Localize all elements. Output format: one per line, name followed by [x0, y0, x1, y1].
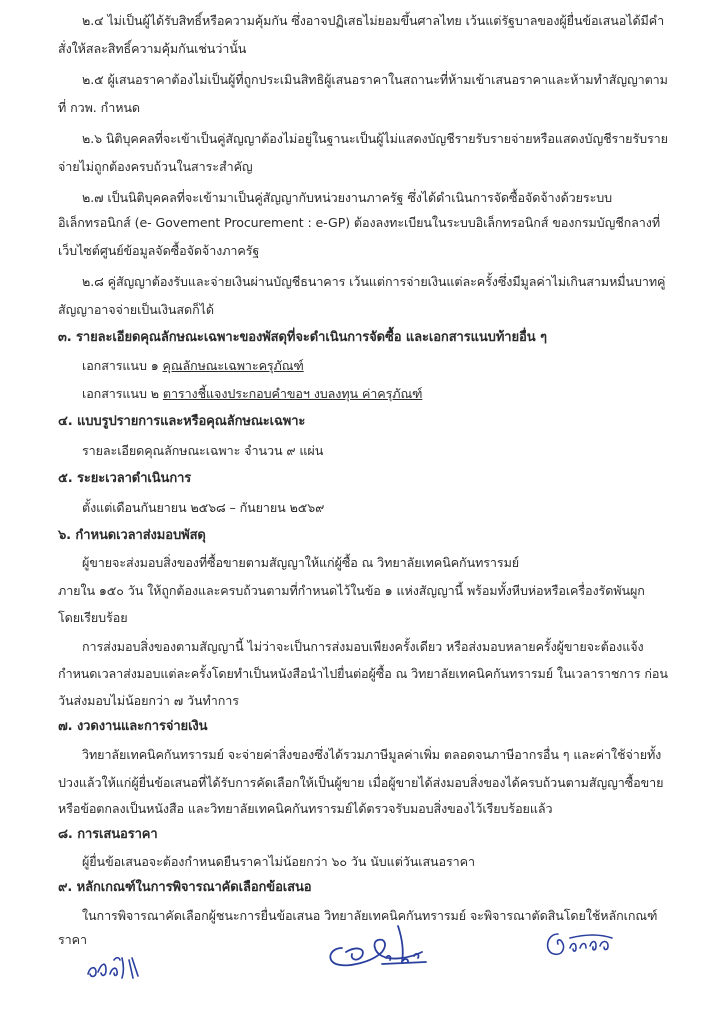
handwritten-signature-right — [540, 924, 620, 964]
section-4-heading: ๔. แบบรูปรายการและหรือคุณลักษณะเฉพาะ — [58, 414, 306, 429]
clause-2-5-line-2: ที่ กวพ. กำหนด — [58, 100, 140, 115]
section-5-heading: ๕. ระยะเวลาดำเนินการ — [58, 471, 192, 486]
section-9-line-2: ราคา — [58, 932, 87, 947]
section-6-line-6: วันส่งมอบไม่น้อยกว่า ๗ วันทำการ — [58, 693, 239, 708]
attachment-2-prefix: เอกสารแนบ ๒ — [82, 386, 159, 401]
section-6-heading: ๖. กำหนดเวลาส่งมอบพัสดุ — [58, 528, 206, 543]
clause-2-8-line-1: ๒.๘ คู่สัญญาต้องรับและจ่ายเงินผ่านบัญชีธนาคาร เว้นแต่การจ่ายเงินแต่ละครั้งซึ่งมีมูลค่าไม่เกินสามหมื่นบาทคู่ — [82, 274, 666, 289]
clause-2-7-line-3: เว็บไซต์ศูนย์ข้อมูลจัดซื้อจัดจ้างภาครัฐ — [58, 243, 260, 258]
section-4-line-1: รายละเอียดคุณลักษณะเฉพาะ จำนวน ๙ แผ่น — [82, 443, 324, 458]
clause-2-7-line-2: อิเล็กทรอนิกส์ (e- Govement Procurement : e-GP) ต้องลงทะเบียนในระบบอิเล็กทรอนิกส์ ของกรมบัญชีกลางที่ — [58, 215, 661, 230]
section-6-line-4: การส่งมอบสิ่งของตามสัญญานี้ ไม่ว่าจะเป็นการส่งมอบเพียงครั้งเดียว หรือส่งมอบหลายครั้งผู้ขายจะต้องแจ้ง — [82, 639, 644, 654]
clause-2-6-line-2: จ่ายไม่ถูกต้องครบถ้วนในสาระสำคัญ — [58, 159, 253, 174]
section-6-line-3: โดยเรียบร้อย — [58, 610, 128, 625]
handwritten-signature-center — [322, 918, 434, 976]
attachment-1 — [82, 357, 304, 375]
clause-2-5-line-1: ๒.๕ ผู้เสนอราคาต้องไม่เป็นผู้ที่ถูกประเมินสิทธิผู้เสนอราคาในสถานะที่ห้ามเข้าเสนอราคาและห้ามทำสัญญาตาม — [82, 72, 668, 87]
section-9-line-1: ในการพิจารณาคัดเลือกผู้ชนะการยื่นข้อเสนอ วิทยาลัยเทคนิคกันทรารมย์ จะพิจารณาตัดสินโดยใช้หลักเกณฑ์ — [82, 908, 658, 923]
section-7-line-2: ปวงแล้วให้แก่ผู้ยื่นข้อเสนอที่ได้รับการคัดเลือกให้เป็นผู้ขาย เมื่อผู้ขายได้ส่งมอบสิ่งของได้ครบถ้วนตามสัญญาซื้อขาย — [58, 775, 664, 790]
clause-2-6-line-1: ๒.๖ นิติบุคคลที่จะเข้าเป็นคู่สัญญาต้องไม่อยู่ในฐานะเป็นผู้ไม่แสดงบัญชีรายรับรายจ่ายหรือแสดงบัญชีรายรับราย — [82, 131, 668, 146]
section-6-line-1: ผู้ขายจะส่งมอบสิ่งของที่ซื้อขายตามสัญญาให้แก่ผู้ซื้อ ณ วิทยาลัยเทคนิคกันทรารมย์ — [82, 555, 520, 570]
attachment-1-prefix: เอกสารแนบ ๑ — [82, 358, 159, 373]
section-6-line-5: กำหนดเวลาส่งมอบแต่ละครั้งโดยทำเป็นหนังสือนำไปยื่นต่อผู้ซื้อ ณ วิทยาลัยเทคนิคกันทรารมย์ ในเวลาราชการ ก่อน — [58, 666, 668, 681]
section-9-heading: ๙. หลักเกณฑ์ในการพิจารณาคัดเลือกข้อเสนอ — [58, 880, 312, 895]
section-7-heading: ๗. งวดงานและการจ่ายเงิน — [58, 719, 208, 734]
section-7-line-1: วิทยาลัยเทคนิคกันทรารมย์ จะจ่ายค่าสิ่งของซึ่งได้รวมภาษีมูลค่าเพิ่ม ตลอดจนภาษีอากรอื่น ๆ และค่าใช้จ่ายทั้ง — [82, 747, 662, 762]
clause-2-7-line-1: ๒.๗ เป็นนิติบุคคลที่จะเข้ามาเป็นคู่สัญญากับหน่วยงานภาครัฐ ซึ่งได้ดำเนินการจัดซื้อจัดจ้างด้วยระบบ — [82, 190, 613, 205]
attachment-2-link[interactable]: ตารางชี้แจงประกอบคำขอฯ งบลงทุน ค่าครุภัณฑ์ — [162, 386, 423, 401]
attachment-1-link[interactable]: คุณลักษณะเฉพาะครุภัณฑ์ — [162, 358, 304, 373]
section-7-line-3: หรือข้อตกลงเป็นหนังสือ และวิทยาลัยเทคนิคกันทรารมย์ได้ตรวจรับมอบสิ่งของไว้เรียบร้อยแล้ว — [58, 801, 553, 816]
section-8-line-1: ผู้ยื่นข้อเสนอจะต้องกำหนดยืนราคาไม่น้อยกว่า ๖๐ วัน นับแต่วันเสนอราคา — [82, 854, 475, 869]
section-3-heading: ๓. รายละเอียดคุณลักษณะเฉพาะของพัสดุที่จะดำเนินการจัดซื้อ และเอกสารแนบท้ายอื่น ๆ — [58, 330, 547, 345]
section-5-line-1: ตั้งแต่เดือนกันยายน ๒๕๖๘ – กันยายน ๒๕๖๙ — [82, 500, 325, 515]
clause-2-4-line-2: สั่งให้สละสิทธิ์ความคุ้มกันเช่นว่านั้น — [58, 41, 247, 56]
clause-2-8-line-2: สัญญาอาจจ่ายเป็นเงินสดก็ได้ — [58, 302, 214, 317]
handwritten-initials-left — [84, 952, 154, 984]
clause-2-4-line-1: ๒.๔ ไม่เป็นผู้ได้รับสิทธิ์หรือความคุ้มกัน ซึ่งอาจปฏิเสธไม่ยอมขึ้นศาลไทย เว้นแต่รัฐบาลของผู้ยื่นข้อเสนอได้มีคำ — [82, 13, 665, 28]
section-8-heading: ๘. การเสนอราคา — [58, 827, 158, 842]
attachment-2 — [82, 385, 422, 403]
section-6-line-2: ภายใน ๑๕๐ วัน ให้ถูกต้องและครบถ้วนตามที่กำหนดไว้ในข้อ ๑ แห่งสัญญานี้ พร้อมทั้งหีบห่อหรือเครื่องรัดพันผูก — [58, 583, 645, 598]
